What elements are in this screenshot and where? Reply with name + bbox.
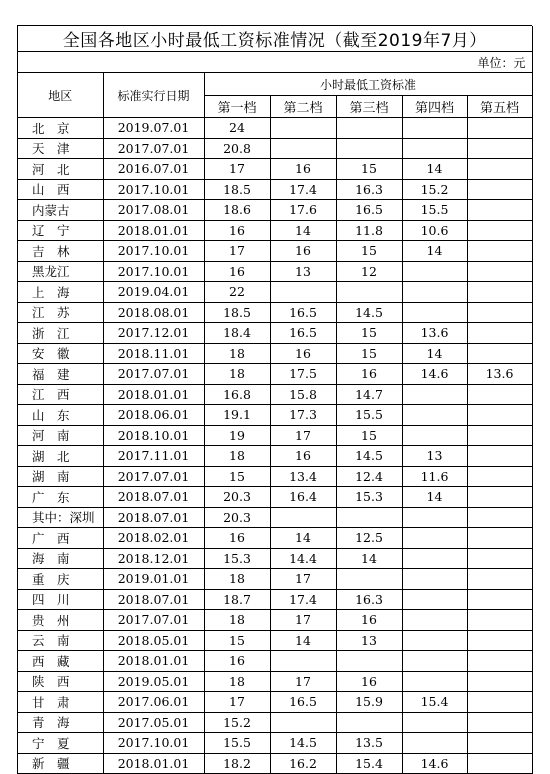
tier-4-value-cell bbox=[402, 261, 467, 282]
tier-5-value-cell bbox=[467, 466, 532, 487]
table-row bbox=[18, 364, 532, 385]
table-row bbox=[18, 753, 532, 774]
tier-3-value-cell bbox=[336, 282, 402, 303]
tier-2-value-cell bbox=[270, 118, 336, 139]
date-cell: 2018.11.01 bbox=[103, 343, 204, 364]
tier-4-value-cell bbox=[402, 118, 467, 139]
table-row bbox=[18, 630, 532, 651]
tier-2-value-cell: 17.3 bbox=[270, 405, 336, 426]
tier-2-value-cell: 17 bbox=[270, 569, 336, 590]
table-row bbox=[18, 548, 532, 569]
region-cell: 云 南 bbox=[18, 630, 103, 651]
tier-4-value-cell bbox=[402, 610, 467, 631]
tier-5-value-cell bbox=[467, 651, 532, 672]
table-row bbox=[18, 302, 532, 323]
tier-5-value-cell bbox=[467, 671, 532, 692]
tier-1-value-cell: 18.6 bbox=[204, 200, 270, 221]
date-cell: 2017.12.01 bbox=[103, 323, 204, 344]
table-row bbox=[18, 343, 532, 364]
tier-3-value-cell: 13 bbox=[336, 630, 402, 651]
table-row bbox=[18, 138, 532, 159]
tier-1-value-cell: 20.3 bbox=[204, 487, 270, 508]
tier-1-value-cell: 17 bbox=[204, 159, 270, 180]
tier-5-value-cell bbox=[467, 528, 532, 549]
table-row bbox=[18, 651, 532, 672]
region-cell: 广 东 bbox=[18, 487, 103, 508]
date-cell: 2018.01.01 bbox=[103, 384, 204, 405]
tier-5-value-cell bbox=[467, 753, 532, 774]
tier-4-value-cell: 10.6 bbox=[402, 220, 467, 241]
tier-1-value-cell: 17 bbox=[204, 692, 270, 713]
tier-5-value-cell bbox=[467, 487, 532, 508]
tier-4-value-cell bbox=[402, 302, 467, 323]
date-cell: 2017.07.01 bbox=[103, 138, 204, 159]
date-cell: 2017.08.01 bbox=[103, 200, 204, 221]
minimum-wage-table bbox=[18, 26, 533, 774]
table-row bbox=[18, 220, 532, 241]
region-cell: 四 川 bbox=[18, 589, 103, 610]
tier-2-value-cell: 16 bbox=[270, 241, 336, 262]
tier-1-value-cell: 18.7 bbox=[204, 589, 270, 610]
tier-3-value-cell: 16 bbox=[336, 610, 402, 631]
tier-3-value-cell bbox=[336, 712, 402, 733]
region-cell: 青 海 bbox=[18, 712, 103, 733]
date-cell: 2018.06.01 bbox=[103, 405, 204, 426]
tier-2-value-cell bbox=[270, 507, 336, 528]
tier-3-value-cell: 11.8 bbox=[336, 220, 402, 241]
tier-1-value-cell: 16 bbox=[204, 220, 270, 241]
tier-4-value-cell bbox=[402, 589, 467, 610]
table-row bbox=[18, 507, 532, 528]
table-row bbox=[18, 179, 532, 200]
tier-3-value-cell: 15 bbox=[336, 323, 402, 344]
tier-3-value-cell bbox=[336, 138, 402, 159]
tier-3-value-cell: 16 bbox=[336, 364, 402, 385]
tier-5-value-cell bbox=[467, 118, 532, 139]
tier-1-value-cell: 16.8 bbox=[204, 384, 270, 405]
tier-4-value-cell: 15.2 bbox=[402, 179, 467, 200]
date-cell: 2018.10.01 bbox=[103, 425, 204, 446]
date-cell: 2017.06.01 bbox=[103, 692, 204, 713]
tier-4-value-cell bbox=[402, 671, 467, 692]
tier-4-value-cell bbox=[402, 425, 467, 446]
date-cell: 2016.07.01 bbox=[103, 159, 204, 180]
tier-4-value-cell bbox=[402, 528, 467, 549]
region-cell: 海 南 bbox=[18, 548, 103, 569]
date-cell: 2017.07.01 bbox=[103, 364, 204, 385]
region-cell: 江 西 bbox=[18, 384, 103, 405]
tier-5-value-cell bbox=[467, 733, 532, 754]
table-row bbox=[18, 159, 532, 180]
header-tier-2: 第二档 bbox=[270, 96, 336, 118]
unit-label: 单位：元 bbox=[18, 52, 532, 73]
region-cell: 贵 州 bbox=[18, 610, 103, 631]
tier-5-value-cell bbox=[467, 507, 532, 528]
tier-1-value-cell: 15 bbox=[204, 630, 270, 651]
tier-4-value-cell: 14 bbox=[402, 159, 467, 180]
tier-4-value-cell bbox=[402, 651, 467, 672]
tier-5-value-cell bbox=[467, 220, 532, 241]
table-title: 全国各地区小时最低工资标准情况（截至2019年7月） bbox=[18, 26, 532, 52]
tier-2-value-cell: 17.4 bbox=[270, 179, 336, 200]
table-row bbox=[18, 446, 532, 467]
tier-2-value-cell bbox=[270, 651, 336, 672]
date-cell: 2018.01.01 bbox=[103, 651, 204, 672]
region-cell: 福 建 bbox=[18, 364, 103, 385]
tier-1-value-cell: 16 bbox=[204, 528, 270, 549]
tier-1-value-cell: 20.3 bbox=[204, 507, 270, 528]
date-cell: 2017.07.01 bbox=[103, 610, 204, 631]
tier-5-value-cell bbox=[467, 405, 532, 426]
tier-3-value-cell: 14 bbox=[336, 548, 402, 569]
date-cell: 2017.10.01 bbox=[103, 241, 204, 262]
header-tier-4: 第四档 bbox=[402, 96, 467, 118]
tier-2-value-cell: 14.5 bbox=[270, 733, 336, 754]
tier-3-value-cell: 14.5 bbox=[336, 446, 402, 467]
region-cell: 上 海 bbox=[18, 282, 103, 303]
tier-5-value-cell bbox=[467, 610, 532, 631]
date-cell: 2018.12.01 bbox=[103, 548, 204, 569]
tier-1-value-cell: 18 bbox=[204, 610, 270, 631]
tier-5-value-cell bbox=[467, 179, 532, 200]
tier-3-value-cell: 16.3 bbox=[336, 179, 402, 200]
tier-4-value-cell bbox=[402, 282, 467, 303]
tier-1-value-cell: 16 bbox=[204, 651, 270, 672]
date-cell: 2017.10.01 bbox=[103, 733, 204, 754]
tier-4-value-cell bbox=[402, 548, 467, 569]
table-row bbox=[18, 241, 532, 262]
region-cell: 新 疆 bbox=[18, 753, 103, 774]
tier-4-value-cell bbox=[402, 384, 467, 405]
tier-3-value-cell: 16.5 bbox=[336, 200, 402, 221]
tier-1-value-cell: 16 bbox=[204, 261, 270, 282]
tier-1-value-cell: 19.1 bbox=[204, 405, 270, 426]
tier-1-value-cell: 15.3 bbox=[204, 548, 270, 569]
region-cell: 浙 江 bbox=[18, 323, 103, 344]
tier-2-value-cell: 14.4 bbox=[270, 548, 336, 569]
tier-1-value-cell: 18.2 bbox=[204, 753, 270, 774]
table-row bbox=[18, 610, 532, 631]
tier-3-value-cell: 15 bbox=[336, 425, 402, 446]
table-row bbox=[18, 282, 532, 303]
date-cell: 2018.01.01 bbox=[103, 220, 204, 241]
tier-3-value-cell: 12.5 bbox=[336, 528, 402, 549]
tier-1-value-cell: 18 bbox=[204, 569, 270, 590]
region-cell: 其中：深圳 bbox=[18, 507, 103, 528]
tier-4-value-cell bbox=[402, 507, 467, 528]
tier-5-value-cell bbox=[467, 425, 532, 446]
tier-3-value-cell bbox=[336, 507, 402, 528]
tier-3-value-cell: 15.9 bbox=[336, 692, 402, 713]
tier-4-value-cell: 14.6 bbox=[402, 753, 467, 774]
tier-5-value-cell bbox=[467, 569, 532, 590]
tier-1-value-cell: 18.5 bbox=[204, 302, 270, 323]
tier-3-value-cell bbox=[336, 569, 402, 590]
table-row bbox=[18, 487, 532, 508]
date-cell: 2017.07.01 bbox=[103, 466, 204, 487]
tier-2-value-cell: 16 bbox=[270, 446, 336, 467]
tier-3-value-cell: 12 bbox=[336, 261, 402, 282]
region-cell: 湖 北 bbox=[18, 446, 103, 467]
tier-4-value-cell bbox=[402, 405, 467, 426]
tier-1-value-cell: 20.8 bbox=[204, 138, 270, 159]
tier-2-value-cell: 16.5 bbox=[270, 323, 336, 344]
tier-2-value-cell: 16.2 bbox=[270, 753, 336, 774]
region-cell: 吉 林 bbox=[18, 241, 103, 262]
tier-3-value-cell: 16 bbox=[336, 671, 402, 692]
table-row bbox=[18, 569, 532, 590]
tier-5-value-cell bbox=[467, 302, 532, 323]
tier-1-value-cell: 15.2 bbox=[204, 712, 270, 733]
tier-5-value-cell bbox=[467, 282, 532, 303]
header-tier-1: 第一档 bbox=[204, 96, 270, 118]
table-row bbox=[18, 466, 532, 487]
region-cell: 湖 南 bbox=[18, 466, 103, 487]
date-cell: 2018.08.01 bbox=[103, 302, 204, 323]
region-cell: 陕 西 bbox=[18, 671, 103, 692]
table-row bbox=[18, 118, 532, 139]
tier-1-value-cell: 22 bbox=[204, 282, 270, 303]
region-cell: 江 苏 bbox=[18, 302, 103, 323]
date-cell: 2018.05.01 bbox=[103, 630, 204, 651]
tier-1-value-cell: 15.5 bbox=[204, 733, 270, 754]
region-cell: 内蒙古 bbox=[18, 200, 103, 221]
date-cell: 2019.01.01 bbox=[103, 569, 204, 590]
tier-3-value-cell: 15.4 bbox=[336, 753, 402, 774]
table-body bbox=[18, 118, 532, 774]
region-cell: 西 藏 bbox=[18, 651, 103, 672]
tier-2-value-cell bbox=[270, 712, 336, 733]
tier-1-value-cell: 24 bbox=[204, 118, 270, 139]
wage-table-sheet bbox=[17, 25, 532, 774]
tier-3-value-cell: 12.4 bbox=[336, 466, 402, 487]
table-row bbox=[18, 589, 532, 610]
tier-2-value-cell: 16.5 bbox=[270, 302, 336, 323]
tier-1-value-cell: 15 bbox=[204, 466, 270, 487]
tier-1-value-cell: 18 bbox=[204, 364, 270, 385]
tier-4-value-cell: 14 bbox=[402, 241, 467, 262]
region-cell: 宁 夏 bbox=[18, 733, 103, 754]
tier-2-value-cell: 17.4 bbox=[270, 589, 336, 610]
tier-4-value-cell bbox=[402, 733, 467, 754]
tier-5-value-cell bbox=[467, 159, 532, 180]
table-row bbox=[18, 733, 532, 754]
tier-5-value-cell bbox=[467, 548, 532, 569]
tier-4-value-cell: 14.6 bbox=[402, 364, 467, 385]
region-cell: 北 京 bbox=[18, 118, 103, 139]
tier-3-value-cell bbox=[336, 651, 402, 672]
tier-5-value-cell bbox=[467, 692, 532, 713]
date-cell: 2017.10.01 bbox=[103, 261, 204, 282]
region-cell: 河 北 bbox=[18, 159, 103, 180]
tier-5-value-cell bbox=[467, 343, 532, 364]
tier-5-value-cell bbox=[467, 323, 532, 344]
tier-1-value-cell: 18.5 bbox=[204, 179, 270, 200]
header-tier-5: 第五档 bbox=[467, 96, 532, 118]
tier-4-value-cell: 13.6 bbox=[402, 323, 467, 344]
tier-4-value-cell bbox=[402, 569, 467, 590]
tier-4-value-cell bbox=[402, 630, 467, 651]
tier-2-value-cell bbox=[270, 282, 336, 303]
tier-1-value-cell: 17 bbox=[204, 241, 270, 262]
tier-3-value-cell: 15.3 bbox=[336, 487, 402, 508]
header-tier-3: 第三档 bbox=[336, 96, 402, 118]
date-cell: 2017.10.01 bbox=[103, 179, 204, 200]
date-cell: 2019.04.01 bbox=[103, 282, 204, 303]
tier-3-value-cell: 15.5 bbox=[336, 405, 402, 426]
tier-2-value-cell: 14 bbox=[270, 528, 336, 549]
tier-1-value-cell: 19 bbox=[204, 425, 270, 446]
tier-5-value-cell bbox=[467, 200, 532, 221]
table-row bbox=[18, 712, 532, 733]
date-cell: 2018.02.01 bbox=[103, 528, 204, 549]
table-row bbox=[18, 528, 532, 549]
date-cell: 2017.11.01 bbox=[103, 446, 204, 467]
tier-1-value-cell: 18 bbox=[204, 343, 270, 364]
tier-4-value-cell: 13 bbox=[402, 446, 467, 467]
region-cell: 广 西 bbox=[18, 528, 103, 549]
tier-2-value-cell: 17 bbox=[270, 610, 336, 631]
tier-2-value-cell: 13.4 bbox=[270, 466, 336, 487]
region-cell: 重 庆 bbox=[18, 569, 103, 590]
region-cell: 山 东 bbox=[18, 405, 103, 426]
region-cell: 甘 肃 bbox=[18, 692, 103, 713]
tier-2-value-cell: 15.8 bbox=[270, 384, 336, 405]
date-cell: 2017.05.01 bbox=[103, 712, 204, 733]
tier-5-value-cell bbox=[467, 446, 532, 467]
region-cell: 天 津 bbox=[18, 138, 103, 159]
date-cell: 2018.07.01 bbox=[103, 589, 204, 610]
tier-2-value-cell: 13 bbox=[270, 261, 336, 282]
table-row bbox=[18, 384, 532, 405]
region-cell: 黑龙江 bbox=[18, 261, 103, 282]
tier-4-value-cell: 14 bbox=[402, 343, 467, 364]
tier-5-value-cell: 13.6 bbox=[467, 364, 532, 385]
date-cell: 2018.07.01 bbox=[103, 507, 204, 528]
tier-2-value-cell: 16 bbox=[270, 343, 336, 364]
tier-4-value-cell: 15.5 bbox=[402, 200, 467, 221]
tier-1-value-cell: 18 bbox=[204, 671, 270, 692]
tier-2-value-cell: 14 bbox=[270, 630, 336, 651]
table-row bbox=[18, 405, 532, 426]
table-row bbox=[18, 323, 532, 344]
tier-2-value-cell: 17 bbox=[270, 425, 336, 446]
tier-1-value-cell: 18.4 bbox=[204, 323, 270, 344]
tier-2-value-cell: 16.4 bbox=[270, 487, 336, 508]
tier-1-value-cell: 18 bbox=[204, 446, 270, 467]
tier-4-value-cell: 11.6 bbox=[402, 466, 467, 487]
tier-4-value-cell: 15.4 bbox=[402, 692, 467, 713]
date-cell: 2019.07.01 bbox=[103, 118, 204, 139]
tier-5-value-cell bbox=[467, 241, 532, 262]
tier-5-value-cell bbox=[467, 261, 532, 282]
table-row bbox=[18, 200, 532, 221]
date-cell: 2018.07.01 bbox=[103, 487, 204, 508]
tier-2-value-cell: 17.5 bbox=[270, 364, 336, 385]
tier-2-value-cell: 17.6 bbox=[270, 200, 336, 221]
region-cell: 山 西 bbox=[18, 179, 103, 200]
tier-2-value-cell: 17 bbox=[270, 671, 336, 692]
tier-4-value-cell: 14 bbox=[402, 487, 467, 508]
date-cell: 2019.05.01 bbox=[103, 671, 204, 692]
header-wage-group: 小时最低工资标准 bbox=[204, 73, 532, 96]
tier-2-value-cell: 16 bbox=[270, 159, 336, 180]
table-row bbox=[18, 671, 532, 692]
tier-5-value-cell bbox=[467, 712, 532, 733]
tier-4-value-cell bbox=[402, 712, 467, 733]
tier-5-value-cell bbox=[467, 384, 532, 405]
tier-5-value-cell bbox=[467, 138, 532, 159]
tier-3-value-cell: 15 bbox=[336, 241, 402, 262]
tier-3-value-cell: 15 bbox=[336, 159, 402, 180]
tier-4-value-cell bbox=[402, 138, 467, 159]
region-cell: 安 徽 bbox=[18, 343, 103, 364]
tier-5-value-cell bbox=[467, 630, 532, 651]
tier-5-value-cell bbox=[467, 589, 532, 610]
table-row bbox=[18, 261, 532, 282]
tier-2-value-cell: 16.5 bbox=[270, 692, 336, 713]
tier-3-value-cell: 15 bbox=[336, 343, 402, 364]
tier-3-value-cell: 13.5 bbox=[336, 733, 402, 754]
tier-2-value-cell: 14 bbox=[270, 220, 336, 241]
tier-3-value-cell: 14.7 bbox=[336, 384, 402, 405]
table-row bbox=[18, 692, 532, 713]
tier-3-value-cell bbox=[336, 118, 402, 139]
tier-3-value-cell: 14.5 bbox=[336, 302, 402, 323]
tier-3-value-cell: 16.3 bbox=[336, 589, 402, 610]
header-region: 地区 bbox=[18, 73, 103, 118]
table-row bbox=[18, 425, 532, 446]
date-cell: 2018.01.01 bbox=[103, 753, 204, 774]
tier-2-value-cell bbox=[270, 138, 336, 159]
region-cell: 河 南 bbox=[18, 425, 103, 446]
header-date: 标准实行日期 bbox=[103, 73, 204, 118]
region-cell: 辽 宁 bbox=[18, 220, 103, 241]
